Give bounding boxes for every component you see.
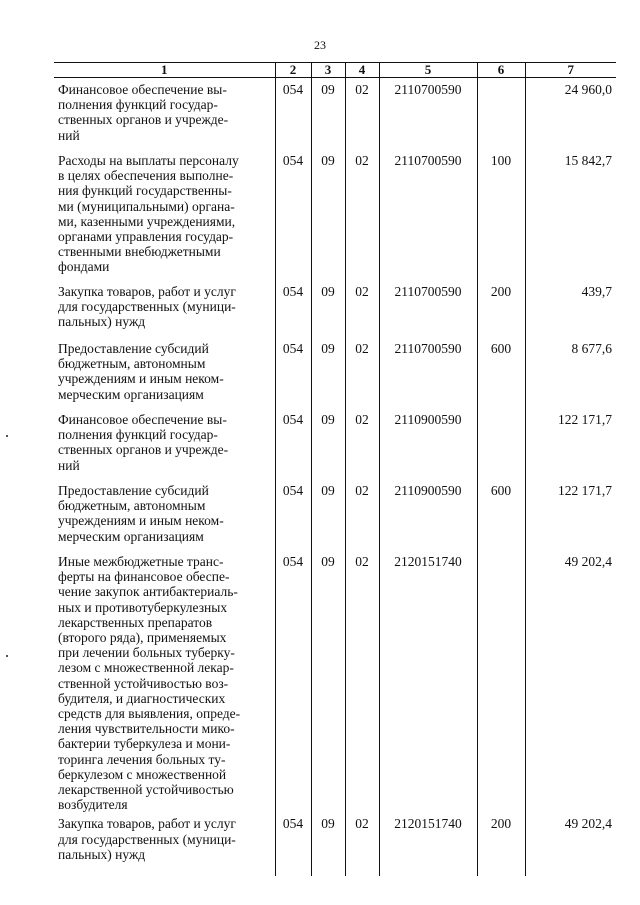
row-description: Предоставление субсидий бюджетным, автономным учреждениям и иным неком- мерческим организациям <box>58 341 224 402</box>
target-article-code: 2120151740 <box>379 550 477 812</box>
section-code: 09 <box>311 812 345 876</box>
subsection-code: 02 <box>345 812 379 876</box>
section-code: 09 <box>311 280 345 337</box>
header-col-4: 4 <box>345 63 379 78</box>
section-code: 09 <box>311 78 345 150</box>
section-code: 09 <box>311 149 345 280</box>
subsection-code: 02 <box>345 149 379 280</box>
admin-code: 054 <box>275 550 311 812</box>
subsection-code: 02 <box>345 280 379 337</box>
target-article-code: 2110900590 <box>379 408 477 479</box>
expense-type-code: 100 <box>477 149 525 280</box>
header-col-7: 7 <box>525 63 616 78</box>
header-col-6: 6 <box>477 63 525 78</box>
subsection-code: 02 <box>345 78 379 150</box>
amount-value: 122 171,7 <box>525 408 616 479</box>
subsection-code: 02 <box>345 479 379 550</box>
row-description: Финансовое обеспечение вы- полнения функций государ- ственных органов и учрежде- ний <box>58 412 229 473</box>
section-code: 09 <box>311 550 345 812</box>
header-col-3: 3 <box>311 63 345 78</box>
target-article-code: 2110700590 <box>379 149 477 280</box>
row-description: Закупка товаров, работ и услуг для государственных (муници- пальных) нужд <box>58 284 236 330</box>
row-description: Финансовое обеспечение вы- полнения функций государ- ственных органов и учрежде- ний <box>58 82 229 143</box>
amount-value: 49 202,4 <box>525 550 616 812</box>
target-article-code: 2110900590 <box>379 479 477 550</box>
table-row <box>54 78 616 150</box>
target-article-code: 2120151740 <box>379 812 477 876</box>
admin-code: 054 <box>275 337 311 408</box>
amount-value: 439,7 <box>525 280 616 337</box>
expense-type-code: 200 <box>477 812 525 876</box>
header-col-1: 1 <box>54 63 275 78</box>
amount-value: 8 677,6 <box>525 337 616 408</box>
table-row <box>54 337 616 408</box>
target-article-code: 2110700590 <box>379 280 477 337</box>
amount-value: 49 202,4 <box>525 812 616 876</box>
admin-code: 054 <box>275 479 311 550</box>
target-article-code: 2110700590 <box>379 78 477 150</box>
amount-value: 24 960,0 <box>525 78 616 150</box>
amount-value: 122 171,7 <box>525 479 616 550</box>
margin-mark <box>6 655 8 657</box>
expense-type-code: 600 <box>477 337 525 408</box>
table-row <box>54 550 616 812</box>
target-article-code: 2110700590 <box>379 337 477 408</box>
table-row <box>54 149 616 280</box>
header-col-2: 2 <box>275 63 311 78</box>
expense-type-code <box>477 550 525 812</box>
section-code: 09 <box>311 479 345 550</box>
subsection-code: 02 <box>345 337 379 408</box>
subsection-code: 02 <box>345 550 379 812</box>
header-col-5: 5 <box>379 63 477 78</box>
table-row <box>54 408 616 479</box>
expense-type-code <box>477 408 525 479</box>
row-description: Расходы на выплаты персоналу в целях обеспечения выполне- ния функций государственны- ми (муниципальными) органа- ми, казенными учреждениями, органами управления государ- ственными внебюджетными фондами <box>58 153 239 275</box>
budget-table <box>54 62 616 876</box>
page-number: 23 <box>314 38 326 52</box>
row-description: Закупка товаров, работ и услуг для государственных (муници- пальных) нужд <box>58 816 236 862</box>
table-row <box>54 280 616 337</box>
admin-code: 054 <box>275 149 311 280</box>
row-description: Предоставление субсидий бюджетным, автономным учреждениям и иным неком- мерческим организациям <box>58 483 224 544</box>
admin-code: 054 <box>275 78 311 150</box>
admin-code: 054 <box>275 812 311 876</box>
expense-type-code <box>477 78 525 150</box>
margin-mark <box>6 435 8 437</box>
amount-value: 15 842,7 <box>525 149 616 280</box>
admin-code: 054 <box>275 408 311 479</box>
admin-code: 054 <box>275 280 311 337</box>
section-code: 09 <box>311 337 345 408</box>
section-code: 09 <box>311 408 345 479</box>
expense-type-code: 200 <box>477 280 525 337</box>
subsection-code: 02 <box>345 408 379 479</box>
table-row <box>54 812 616 876</box>
expense-type-code: 600 <box>477 479 525 550</box>
table-row <box>54 479 616 550</box>
row-description: Иные межбюджетные транс- ферты на финансовое обеспе- чение закупок антибактериаль- ных и противотуберкулезных лекарственных препаратов (второго ряда), применяемых при лечении больных туберку- лезом с множественной лекар- ственной устойчивостью воз- будителя, и диагностических средств для выявления, опреде- ления чувствительности мико- бактерии туберкулеза и мони- торинга лечения больных ту- беркулезом с множественной лекарственной устойчивостью возбудителя <box>58 554 241 813</box>
header-row <box>54 63 616 78</box>
